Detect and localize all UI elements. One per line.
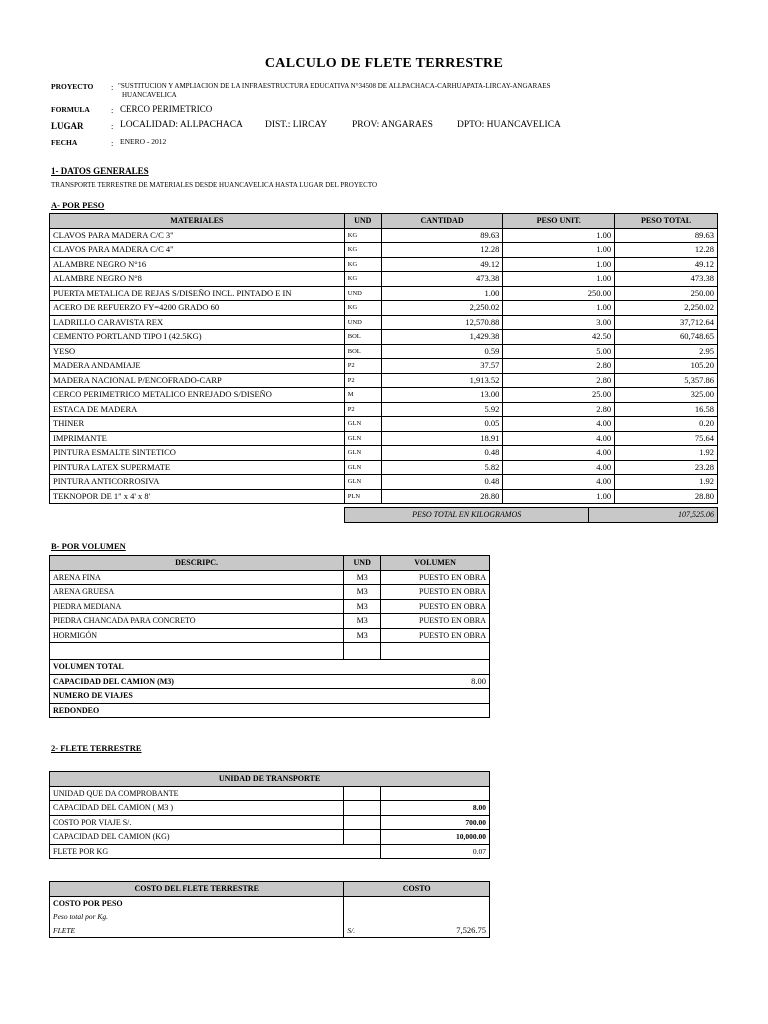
material-cell: THINER	[50, 417, 345, 432]
material-cell: PINTURA ESMALTE SINTETICO	[50, 446, 345, 461]
und-cell: P2	[344, 373, 381, 388]
table-row	[50, 402, 718, 417]
unidad-transporte-table	[49, 771, 490, 859]
table-row	[50, 301, 718, 316]
column-header: PESO TOTAL	[615, 214, 718, 229]
costo-por-peso-row	[50, 896, 490, 910]
formula-label: FORMULA	[51, 105, 90, 114]
colon: :	[111, 121, 114, 131]
costo-header-right: COSTO	[344, 882, 490, 897]
unidad-label-cell: COSTO POR VIAJE S/.	[50, 815, 344, 830]
table-header-row	[50, 772, 490, 787]
column-header: UND	[344, 556, 381, 571]
flete-terrestre-title: 2- FLETE TERRESTRE	[51, 743, 142, 753]
peso-unit-cell: 2.80	[503, 373, 615, 388]
und-cell: BOL	[344, 344, 381, 359]
flete-cell	[344, 924, 490, 938]
peso-total-table	[344, 507, 718, 523]
material-cell: LADRILLO CARAVISTA REX	[50, 315, 345, 330]
table-header-row	[50, 214, 718, 229]
material-cell: PUERTA METALICA DE REJAS S/DISEÑO INCL. PINTADO E IN	[50, 286, 345, 301]
descripcion-cell: PIEDRA CHANCADA PARA CONCRETO	[50, 614, 344, 629]
viajes-label: NUMERO DE VIAJES	[50, 689, 490, 704]
material-cell: ALAMBRE NEGRO N°16	[50, 257, 345, 272]
peso-total-cell: 16.58	[615, 402, 718, 417]
unidad-value-cell: 10,000.00	[381, 830, 490, 845]
cantidad-cell: 0.59	[381, 344, 503, 359]
cantidad-cell: 1,913.52	[381, 373, 503, 388]
peso-unit-cell: 42.50	[503, 330, 615, 345]
column-header: DESCRIPC.	[50, 556, 344, 571]
table-row	[50, 286, 718, 301]
peso-unit-cell: 1.00	[503, 228, 615, 243]
flete-row	[50, 924, 490, 938]
peso-unit-cell: 1.00	[503, 257, 615, 272]
table-row	[50, 431, 718, 446]
unidad-value-cell	[381, 786, 490, 801]
viajes-row	[50, 689, 490, 704]
table-row	[50, 475, 718, 490]
und-cell: M3	[344, 614, 381, 629]
cantidad-cell: 12.28	[381, 243, 503, 258]
unidad-transporte-header: UNIDAD DE TRANSPORTE	[50, 772, 490, 787]
peso-unit-cell: 2.80	[503, 359, 615, 374]
peso-unit-cell: 4.00	[503, 460, 615, 475]
table-row	[50, 243, 718, 258]
table-row	[50, 417, 718, 432]
peso-total-cell: 1.92	[615, 446, 718, 461]
table-row	[50, 257, 718, 272]
spacer-cell	[344, 786, 381, 801]
peso-total-cell: 37,712.64	[615, 315, 718, 330]
cantidad-cell: 49.12	[381, 257, 503, 272]
peso-total-cell: 5,357.86	[615, 373, 718, 388]
volumen-cell: PUESTO EN OBRA	[381, 570, 490, 585]
und-cell: M3	[344, 628, 381, 643]
table-row	[50, 786, 490, 801]
peso-total-cell: 60,748.65	[615, 330, 718, 345]
departamento: DPTO: HUANCAVELICA	[457, 120, 561, 130]
und-cell: GLN	[344, 475, 381, 490]
cantidad-cell: 5.92	[381, 402, 503, 417]
und-cell: KG	[344, 243, 381, 258]
cantidad-cell: 473.38	[381, 272, 503, 287]
peso-unit-cell: 1.00	[503, 489, 615, 504]
material-cell: MADERA ANDAMIAJE	[50, 359, 345, 374]
material-cell: CLAVOS PARA MADERA C/C 4"	[50, 243, 345, 258]
material-cell: ACERO DE REFUERZO FY=4200 GRADO 60	[50, 301, 345, 316]
cantidad-cell: 0.48	[381, 475, 503, 490]
material-cell: ESTACA DE MADERA	[50, 402, 345, 417]
table-row	[50, 599, 490, 614]
section-subtitle: TRANSPORTE TERRESTRE DE MATERIALES DESDE HUANCAVELICA HASTA LUGAR DEL PROYECTO	[51, 181, 378, 189]
column-header: MATERIALES	[50, 214, 345, 229]
costo-flete-table	[49, 881, 490, 938]
table-row	[50, 628, 490, 643]
und-cell: GLN	[344, 446, 381, 461]
volumen-cell: PUESTO EN OBRA	[381, 614, 490, 629]
peso-total-cell: 12.28	[615, 243, 718, 258]
proyecto-value-2: HUANCAVELICA	[122, 91, 177, 99]
table-row	[50, 446, 718, 461]
cantidad-cell: 13.00	[381, 388, 503, 403]
unidad-label-cell: CAPACIDAD DEL CAMION ( M3 )	[50, 801, 344, 816]
section-datos-generales: 1- DATOS GENERALES	[51, 166, 149, 176]
volumen-cell: PUESTO EN OBRA	[381, 628, 490, 643]
peso-total-label: PESO TOTAL EN KILOGRAMOS	[345, 508, 589, 523]
colon: :	[111, 138, 114, 148]
material-cell: CERCO PERIMETRICO METALICO ENREJADO S/DISEÑO	[50, 388, 345, 403]
unidad-value-cell: 8.00	[381, 801, 490, 816]
peso-total-cell: 75.64	[615, 431, 718, 446]
table-row	[50, 570, 490, 585]
lugar-label: LUGAR	[51, 121, 84, 131]
und-cell: M3	[344, 599, 381, 614]
column-header: VOLUMEN	[381, 556, 490, 571]
table-row	[50, 489, 718, 504]
peso-unit-cell: 4.00	[503, 475, 615, 490]
por-peso-table	[49, 213, 718, 504]
table-row	[50, 388, 718, 403]
peso-total-cell: 105.20	[615, 359, 718, 374]
proyecto-label: PROYECTO	[51, 82, 94, 91]
volumen-cell: PUESTO EN OBRA	[381, 585, 490, 600]
unidad-label-cell: FLETE POR KG	[50, 844, 381, 859]
material-cell: MADERA NACIONAL P/ENCOFRADO-CARP	[50, 373, 345, 388]
peso-unit-cell: 250.00	[503, 286, 615, 301]
material-cell: PINTURA ANTICORROSIVA	[50, 475, 345, 490]
peso-unit-cell: 4.00	[503, 431, 615, 446]
peso-unit-cell: 1.00	[503, 301, 615, 316]
und-cell: P2	[344, 359, 381, 374]
peso-total-cell: 23.28	[615, 460, 718, 475]
costo-header-left: COSTO DEL FLETE TERRESTRE	[50, 882, 344, 897]
volumen-total-label: VOLUMEN TOTAL	[50, 660, 490, 675]
material-cell: CEMENTO PORTLAND TIPO I (42.5KG)	[50, 330, 345, 345]
und-cell: M3	[344, 585, 381, 600]
peso-total-cell: 2,250.02	[615, 301, 718, 316]
colon: :	[111, 82, 114, 92]
peso-total-cell: 250.00	[615, 286, 718, 301]
column-header: PESO UNIT.	[503, 214, 615, 229]
table-row	[50, 272, 718, 287]
column-header: UND	[344, 214, 381, 229]
por-volumen-table	[49, 555, 490, 718]
peso-unit-cell: 25.00	[503, 388, 615, 403]
table-row	[50, 614, 490, 629]
table-row	[50, 315, 718, 330]
provincia: PROV: ANGARAES	[352, 120, 433, 130]
cantidad-cell: 1.00	[381, 286, 503, 301]
capacidad-row	[50, 674, 490, 689]
cantidad-cell: 37.57	[381, 359, 503, 374]
table-row	[50, 585, 490, 600]
peso-unit-cell: 2.80	[503, 402, 615, 417]
und-cell: PLN	[344, 489, 381, 504]
fecha-value: ENERO - 2012	[120, 137, 167, 146]
cantidad-cell: 18.91	[381, 431, 503, 446]
material-cell: ALAMBRE NEGRO N°8	[50, 272, 345, 287]
cantidad-cell: 0.48	[381, 446, 503, 461]
material-cell: IMPRIMANTE	[50, 431, 345, 446]
material-cell: YESO	[50, 344, 345, 359]
und-cell: BOL	[344, 330, 381, 345]
cantidad-cell: 5.82	[381, 460, 503, 475]
flete-label: FLETE	[50, 924, 344, 938]
colon: :	[111, 105, 114, 115]
und-cell: KG	[344, 257, 381, 272]
por-peso-title: A- POR PESO	[51, 200, 105, 210]
peso-total-kg-label: Peso total por Kg.	[50, 910, 344, 924]
descripcion-cell: ARENA GRUESA	[50, 585, 344, 600]
und-cell: M	[344, 388, 381, 403]
peso-total-cell: 89.63	[615, 228, 718, 243]
table-row	[50, 330, 718, 345]
localidad: LOCALIDAD: ALLPACHACA	[120, 120, 243, 130]
table-row	[50, 344, 718, 359]
column-header: CANTIDAD	[381, 214, 503, 229]
unidad-label-cell: UNIDAD QUE DA COMPROBANTE	[50, 786, 344, 801]
cantidad-cell: 28.80	[381, 489, 503, 504]
peso-unit-cell: 5.00	[503, 344, 615, 359]
cantidad-cell: 2,250.02	[381, 301, 503, 316]
material-cell: TEKNOPOR DE 1" x 4' x 8'	[50, 489, 345, 504]
unidad-value-cell: 0.07	[381, 844, 490, 859]
peso-total-cell: 0.20	[615, 417, 718, 432]
capacidad-label: CAPACIDAD DEL CAMION (M3)	[50, 674, 381, 689]
cantidad-cell: 1,429.38	[381, 330, 503, 345]
currency-label: S/.	[347, 925, 356, 935]
und-cell: GLN	[344, 431, 381, 446]
proyecto-value: "SUSTITUCION Y AMPLIACION DE LA INFRAESTRUCTURA EDUCATIVA N°34508 DE ALLPACHACA-CARHUAPATA-LIRCAY-ANGARAES	[118, 82, 551, 90]
und-cell: GLN	[344, 417, 381, 432]
peso-total-cell: 473.38	[615, 272, 718, 287]
table-row	[50, 844, 490, 859]
page-title: CALCULO DE FLETE TERRESTRE	[264, 56, 504, 71]
table-header-row	[50, 882, 490, 897]
unidad-label-cell: CAPACIDAD DEL CAMION (KG)	[50, 830, 344, 845]
material-cell: CLAVOS PARA MADERA C/C 3"	[50, 228, 345, 243]
fecha-label: FECHA	[51, 138, 78, 147]
table-row	[50, 830, 490, 845]
peso-unit-cell: 4.00	[503, 417, 615, 432]
material-cell: PINTURA LATEX SUPERMATE	[50, 460, 345, 475]
peso-total-value: 107,525.06	[589, 508, 718, 523]
volumen-cell: PUESTO EN OBRA	[381, 599, 490, 614]
descripcion-cell: ARENA FINA	[50, 570, 344, 585]
por-volumen-title: B- POR VOLUMEN	[51, 541, 126, 551]
peso-total-cell: 2.95	[615, 344, 718, 359]
redondeo-row	[50, 703, 490, 718]
descripcion-cell: HORMIGÓN	[50, 628, 344, 643]
spacer-cell	[344, 801, 381, 816]
peso-unit-cell: 1.00	[503, 272, 615, 287]
formula-value: CERCO PERIMETRICO	[120, 104, 213, 114]
table-row	[50, 373, 718, 388]
peso-unit-cell: 3.00	[503, 315, 615, 330]
peso-total-row	[345, 508, 718, 523]
spacer-cell	[344, 830, 381, 845]
cantidad-cell: 89.63	[381, 228, 503, 243]
table-row	[50, 460, 718, 475]
peso-total-cell: 28.80	[615, 489, 718, 504]
und-cell: UND	[344, 286, 381, 301]
distrito: DIST.: LIRCAY	[265, 120, 328, 130]
peso-total-kg-row	[50, 910, 490, 924]
peso-total-cell: 1.92	[615, 475, 718, 490]
peso-total-cell: 325.00	[615, 388, 718, 403]
table-row	[50, 815, 490, 830]
volumen-total-row	[50, 660, 490, 675]
und-cell: P2	[344, 402, 381, 417]
table-header-row	[50, 556, 490, 571]
flete-value: 7,526.75	[456, 924, 486, 935]
costo-por-peso-label: COSTO POR PESO	[50, 896, 344, 910]
und-cell: KG	[344, 301, 381, 316]
descripcion-cell: PIEDRA MEDIANA	[50, 599, 344, 614]
spacer-cell	[344, 815, 381, 830]
unidad-value-cell: 700.00	[381, 815, 490, 830]
cantidad-cell: 12,570.88	[381, 315, 503, 330]
redondeo-label: REDONDEO	[50, 703, 490, 718]
table-row	[50, 359, 718, 374]
table-row	[50, 228, 718, 243]
und-cell: KG	[344, 228, 381, 243]
und-cell: M3	[344, 570, 381, 585]
peso-total-cell: 49.12	[615, 257, 718, 272]
cantidad-cell: 0.05	[381, 417, 503, 432]
capacidad-value: 8.00	[381, 674, 490, 689]
und-cell: KG	[344, 272, 381, 287]
table-row	[50, 801, 490, 816]
und-cell: UND	[344, 315, 381, 330]
peso-unit-cell: 1.00	[503, 243, 615, 258]
peso-unit-cell: 4.00	[503, 446, 615, 461]
table-row	[50, 643, 490, 660]
und-cell: GLN	[344, 460, 381, 475]
